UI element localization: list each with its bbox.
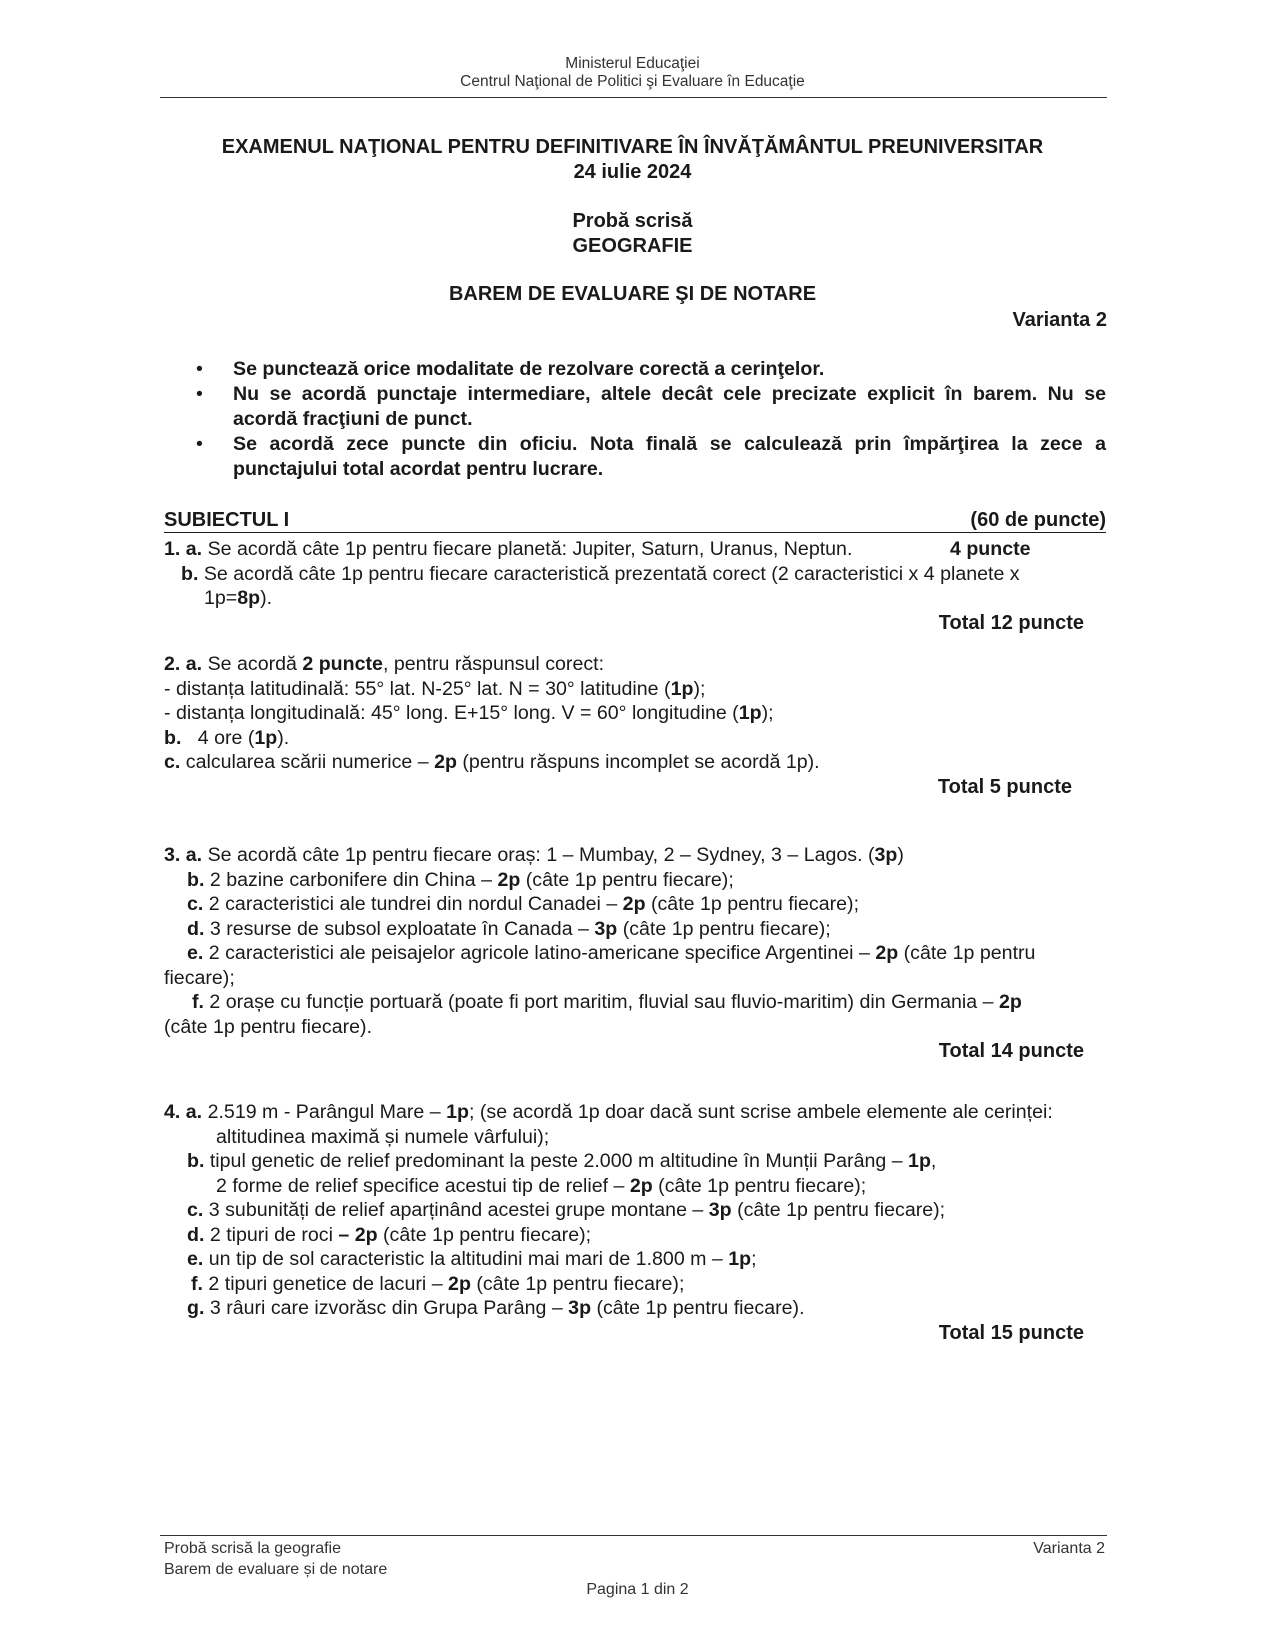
bullet-icon: • [196, 433, 203, 455]
exam-date: 24 iulie 2024 [573, 161, 692, 183]
footer-variant: Varianta 2 [1033, 1540, 1105, 1557]
rule-item: • Se punctează orice modalitate de rezolvare corectă a cerinţelor. [196, 358, 825, 380]
question-1: 1. a. Se acordă câte 1p pentru fiecare planetă: Jupiter, Saturn, Uranus, Neptun. 4 puncte b. Se acordă câte 1p pentru fiecare caracteristică prezentată corect (2 caracteristici x 4 planete x 1p=8p). Total 12 puncte [164, 537, 1106, 635]
rule-item: • Se acordă zece puncte din oficiu. Nota finală se calculează prin împărţirea la zece a punctajului total acordat pentru lucrare. [196, 433, 1106, 480]
question-4: 4. a. 2.519 m - Parângul Mare – 1p; (se acordă 1p doar dacă sunt scrise ambele elemente ale cerinței: altitudinea maximă și numele vârfului); b. tipul genetic de relief predominant la peste 2.000 m altitudine în Munții Parâng – 1p, 2 forme de relief specifice acestui tip de relief – 2p (câte 1p pentru fiecare); c. 3 subunități de relief aparținând acestei grupe montane – 3p (câte 1p pentru fiecare); d. 2 tipuri de roci – 2p (câte 1p pentru fiecare); e. un tip de sol caracteristic la altitudini mai mari de 1.800 m – 1p; f. 2 tipuri genetice de lacuri – 2p (câte 1p pentru fiecare); g. 3 râuri care izvorăsc din Grupa Parâng – 3p (câte 1p pentru fiecare). Total 15 puncte [164, 1100, 1106, 1345]
rule-item: • Nu se acordă punctaje intermediare, altele decât cele precizate explicit în barem. Nu se acordă fracţiuni de punct. [196, 383, 1106, 430]
footer-left [164, 1538, 387, 1580]
footer-divider [160, 1535, 1107, 1536]
exam-title: EXAMENUL NAŢIONAL PENTRU DEFINITIVARE ÎN ÎNVĂŢĂMÂNTUL PREUNIVERSITAR [221, 136, 1044, 158]
bullet-icon: • [196, 383, 203, 405]
q4-total: Total 15 puncte [938, 1321, 1084, 1344]
question-3: 3. a. Se acordă câte 1p pentru fiecare oraș: 1 – Mumbay, 2 – Sydney, 3 – Lagos. (3p) b. 2 bazine carbonifere din China – 2p (câte 1p pentru fiecare); c. 2 caracteristici ale tundrei din nordul Canadei – 2p (câte 1p pentru fiecare); d. 3 resurse de subsol exploatate în Canada – 3p (câte 1p pentru fiecare); e. 2 caracteristici ale peisajelor agricole latino-americane specifice Argentinei – 2p (câte 1p pentru fiecare); f. 2 orașe cu funcție portuară (poate fi port maritim, fluvial sau fluvio-maritim) din Germania – 2p (câte 1p pentru fiecare). Total 14 puncte [164, 843, 1106, 1064]
title-block [160, 135, 1105, 307]
rules-list [196, 357, 1106, 482]
q1-total: Total 12 puncte [938, 611, 1084, 634]
header-divider [160, 97, 1107, 98]
q3-total: Total 14 puncte [938, 1040, 1084, 1062]
page-header [160, 55, 1105, 91]
proba-label: Probă scrisă [572, 210, 693, 232]
question-2: 2. a. Se acordă 2 puncte, pentru răspunsul corect: - distanța latitudinală: 55° lat. N-25° lat. N = 30° latitudine (1p); - distanța longitudinală: 45° long. E+15° long. V = 60° longitudine (1p); b. 4 ore (1p). c. calcularea scării numerice – 2p (pentru răspuns incomplet se acordă 1p). Total 5 puncte [164, 652, 1106, 799]
barem-title: BAREM DE EVALUARE ŞI DE NOTARE [448, 283, 817, 305]
ministry-name: Ministerul Educaţiei [565, 55, 700, 72]
page-number: Pagina 1 din 2 [586, 1581, 689, 1598]
section-label: SUBIECTUL I [164, 509, 290, 531]
footer-barem: Barem de evaluare și de notare [164, 1561, 388, 1578]
bullet-icon: • [196, 358, 203, 380]
footer-exam: Probă scrisă la geografie [164, 1540, 341, 1557]
section-points: (60 de puncte) [970, 509, 1106, 531]
q1-a-points: 4 puncte [950, 538, 1031, 560]
center-name: Centrul Naţional de Politici şi Evaluare în Educaţie [460, 73, 805, 90]
variant-label: Varianta 2 [1012, 309, 1107, 331]
q2-total: Total 5 puncte [937, 775, 1072, 798]
section-heading [164, 508, 1106, 533]
subject-title: GEOGRAFIE [572, 235, 693, 257]
